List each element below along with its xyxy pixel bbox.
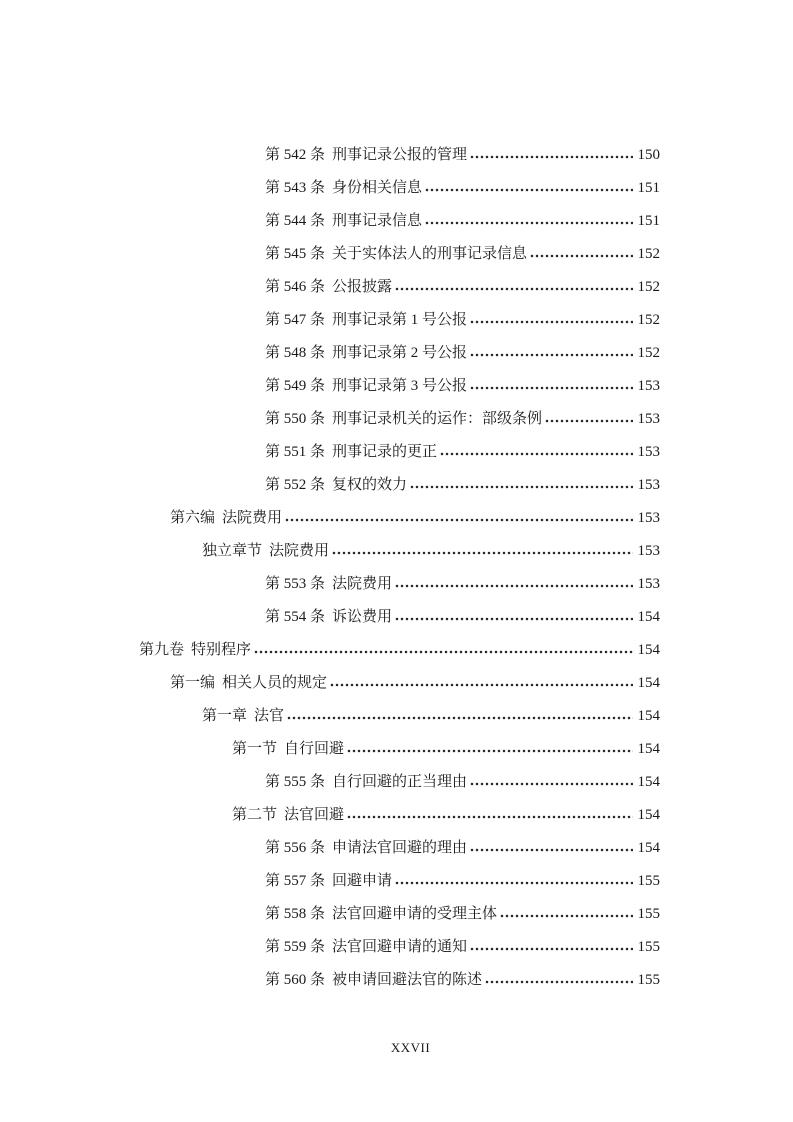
toc-entry-title: 公报披露 xyxy=(332,279,393,295)
toc-entry xyxy=(139,304,660,337)
toc-entry xyxy=(139,634,660,667)
dot-leader xyxy=(470,353,632,357)
toc-entry xyxy=(139,238,660,271)
toc-entry-page-number: 152 xyxy=(637,345,660,361)
toc-entry-page-number: 153 xyxy=(637,444,660,460)
toc-entry-label: 第一节 xyxy=(232,741,278,757)
toc-entry xyxy=(139,337,660,370)
toc-entry-title: 诉讼费用 xyxy=(332,609,393,625)
toc-entry-title: 法院费用 xyxy=(222,510,283,526)
toc-entry xyxy=(139,667,660,700)
dot-leader xyxy=(395,287,632,291)
toc-entry-title: 关于实体法人的刑事记录信息 xyxy=(332,246,528,262)
dot-leader xyxy=(470,782,632,786)
toc-entry xyxy=(139,832,660,865)
toc-entry-label: 第 558 条 xyxy=(265,906,326,922)
toc-entry-page-number: 152 xyxy=(637,279,660,295)
toc-entry-label: 第 559 条 xyxy=(265,939,326,955)
toc-entry-page-number: 154 xyxy=(637,675,660,691)
toc-entry-page-number: 155 xyxy=(637,906,660,922)
toc-entry-label: 第 555 条 xyxy=(265,774,326,790)
dot-leader xyxy=(330,683,632,687)
toc-entry-label: 第 547 条 xyxy=(265,312,326,328)
toc-entry-title: 被申请回避法官的陈述 xyxy=(332,972,483,988)
toc-entry-label: 第六编 xyxy=(170,510,216,526)
toc-entry-page-number: 153 xyxy=(637,477,660,493)
toc-entry-title: 法官回避 xyxy=(284,807,345,823)
toc-entry xyxy=(139,502,660,535)
toc-entry-page-number: 150 xyxy=(637,147,660,163)
toc-entry-page-number: 151 xyxy=(637,180,660,196)
dot-leader xyxy=(332,551,632,555)
toc-entry-page-number: 154 xyxy=(637,741,660,757)
toc-entry-title: 刑事记录机关的运作：部级条例 xyxy=(332,411,543,427)
dot-leader xyxy=(395,881,632,885)
toc-entry-page-number: 154 xyxy=(637,774,660,790)
dot-leader xyxy=(470,947,632,951)
dot-leader xyxy=(347,749,632,753)
toc-entry-page-number: 154 xyxy=(637,807,660,823)
dot-leader xyxy=(545,419,632,423)
toc-entry xyxy=(139,964,660,997)
toc-entry-label: 第 557 条 xyxy=(265,873,326,889)
toc-entry xyxy=(139,535,660,568)
dot-leader xyxy=(395,584,632,588)
toc-entry-page-number: 153 xyxy=(637,543,660,559)
toc-entry-label: 第一章 xyxy=(202,708,248,724)
toc-entry-page-number: 151 xyxy=(637,213,660,229)
dot-leader xyxy=(470,386,632,390)
toc-entry xyxy=(139,172,660,205)
dot-leader xyxy=(485,980,632,984)
toc-entry-label: 第 551 条 xyxy=(265,444,326,460)
toc-entry-label: 第 553 条 xyxy=(265,576,326,592)
toc-entry-label: 独立章节 xyxy=(202,543,263,559)
toc-entry-page-number: 154 xyxy=(637,609,660,625)
toc-entry-title: 自行回避 xyxy=(284,741,345,757)
toc-entry-page-number: 152 xyxy=(637,246,660,262)
toc-entry-label: 第 552 条 xyxy=(265,477,326,493)
dot-leader xyxy=(287,716,632,720)
toc-entry-title: 自行回避的正当理由 xyxy=(332,774,468,790)
toc-entry xyxy=(139,865,660,898)
dot-leader xyxy=(285,518,632,522)
toc-entry xyxy=(139,766,660,799)
toc-entry-label: 第 542 条 xyxy=(265,147,326,163)
toc-entry xyxy=(139,931,660,964)
toc-entry-label: 第 550 条 xyxy=(265,411,326,427)
toc-entry-page-number: 152 xyxy=(637,312,660,328)
toc-entry-label: 第 560 条 xyxy=(265,972,326,988)
page-footer xyxy=(0,1040,793,1056)
toc-entry-page-number: 153 xyxy=(637,378,660,394)
toc-entry-page-number: 154 xyxy=(637,642,660,658)
toc-entry-title: 刑事记录第 2 号公报 xyxy=(332,345,468,361)
toc-entry xyxy=(139,898,660,931)
toc-entry xyxy=(139,601,660,634)
table-of-contents xyxy=(139,139,660,997)
toc-entry-page-number: 155 xyxy=(637,972,660,988)
toc-entry-label: 第 543 条 xyxy=(265,180,326,196)
toc-entry-page-number: 153 xyxy=(637,510,660,526)
dot-leader xyxy=(440,452,632,456)
toc-entry xyxy=(139,733,660,766)
toc-entry xyxy=(139,799,660,832)
folio-page-number: XXVII xyxy=(390,1040,431,1055)
toc-entry xyxy=(139,568,660,601)
toc-entry xyxy=(139,469,660,502)
toc-entry-title: 刑事记录信息 xyxy=(332,213,423,229)
toc-entry-title: 刑事记录的更正 xyxy=(332,444,438,460)
toc-entry xyxy=(139,370,660,403)
dot-leader xyxy=(470,848,632,852)
toc-entry-title: 法院费用 xyxy=(332,576,393,592)
toc-entry xyxy=(139,139,660,172)
dot-leader xyxy=(470,320,632,324)
toc-entry-title: 特别程序 xyxy=(191,642,252,658)
toc-entry-label: 第 556 条 xyxy=(265,840,326,856)
toc-entry-title: 法官回避申请的通知 xyxy=(332,939,468,955)
dot-leader xyxy=(395,617,632,621)
toc-entry-label: 第二节 xyxy=(232,807,278,823)
dot-leader xyxy=(425,188,632,192)
toc-entry-label: 第 549 条 xyxy=(265,378,326,394)
toc-entry xyxy=(139,205,660,238)
toc-entry-title: 法官 xyxy=(254,708,285,724)
toc-entry-page-number: 153 xyxy=(637,411,660,427)
dot-leader xyxy=(347,815,632,819)
toc-entry-page-number: 153 xyxy=(637,576,660,592)
toc-entry-label: 第一编 xyxy=(170,675,216,691)
dot-leader xyxy=(410,485,632,489)
toc-entry-title: 回避申请 xyxy=(332,873,393,889)
toc-entry-title: 身份相关信息 xyxy=(332,180,423,196)
toc-entry xyxy=(139,436,660,469)
toc-entry-label: 第 546 条 xyxy=(265,279,326,295)
toc-entry-title: 法院费用 xyxy=(269,543,330,559)
toc-entry-title: 相关人员的规定 xyxy=(222,675,328,691)
dot-leader xyxy=(425,221,632,225)
toc-entry xyxy=(139,403,660,436)
dot-leader xyxy=(530,254,632,258)
toc-entry-label: 第九卷 xyxy=(139,642,185,658)
toc-entry-page-number: 155 xyxy=(637,873,660,889)
toc-entry-title: 刑事记录第 3 号公报 xyxy=(332,378,468,394)
dot-leader xyxy=(254,650,632,654)
dot-leader xyxy=(470,155,632,159)
toc-entry-title: 法官回避申请的受理主体 xyxy=(332,906,498,922)
toc-entry xyxy=(139,700,660,733)
toc-entry-page-number: 155 xyxy=(637,939,660,955)
toc-entry-title: 复权的效力 xyxy=(332,477,408,493)
dot-leader xyxy=(500,914,632,918)
toc-entry xyxy=(139,271,660,304)
toc-entry-title: 申请法官回避的理由 xyxy=(332,840,468,856)
toc-entry-label: 第 548 条 xyxy=(265,345,326,361)
toc-entry-label: 第 554 条 xyxy=(265,609,326,625)
toc-entry-label: 第 544 条 xyxy=(265,213,326,229)
toc-entry-page-number: 154 xyxy=(637,708,660,724)
toc-entry-label: 第 545 条 xyxy=(265,246,326,262)
toc-entry-title: 刑事记录公报的管理 xyxy=(332,147,468,163)
toc-entry-page-number: 154 xyxy=(637,840,660,856)
toc-entry-title: 刑事记录第 1 号公报 xyxy=(332,312,468,328)
